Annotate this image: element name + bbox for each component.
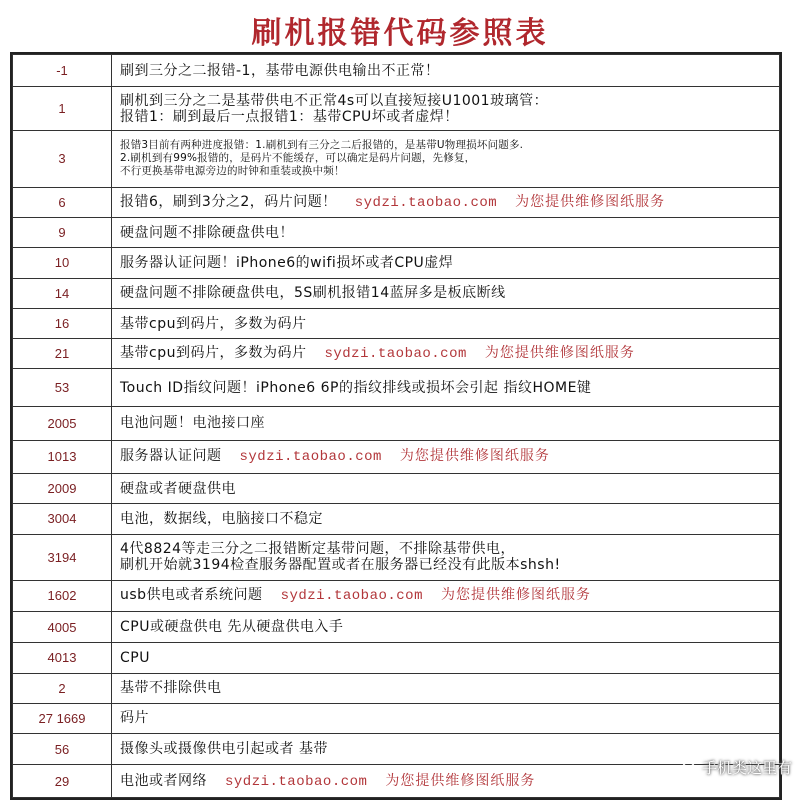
description-line [120, 345, 779, 362]
table-row [13, 187, 780, 217]
shop-url: sydzi.taobao.com [324, 346, 467, 363]
table-row [13, 131, 780, 187]
description-line [120, 194, 779, 211]
description-line [120, 557, 779, 573]
description-text: 服务器认证问题！iPhone6的wifi损坏或者CPU虚焊 [120, 254, 454, 271]
shop-url: sydzi.taobao.com [239, 449, 382, 466]
description-text: 基带cpu到码片，多数为码片 [120, 345, 307, 362]
error-code-cell: 21 [13, 339, 112, 369]
description-text: 2.刷机到有99%报错的，是码片不能缓存，可以确定是码片问题，先修复， [120, 152, 476, 165]
error-description-cell [112, 765, 780, 798]
table-row [13, 673, 780, 703]
description-text: usb供电或者系统问题 [120, 587, 263, 604]
table-row [13, 87, 780, 131]
error-description-cell [112, 611, 780, 642]
error-description-cell [112, 369, 780, 407]
error-description-cell [112, 278, 780, 308]
table-row [13, 534, 780, 580]
error-description-cell [112, 734, 780, 765]
error-code-cell: 4005 [13, 611, 112, 642]
error-code-table [10, 52, 782, 800]
service-slogan: 为您提供维修图纸服务 [440, 587, 591, 604]
table-row [13, 278, 780, 308]
table-row [13, 407, 780, 440]
description-text: 电池或者网络 [120, 772, 207, 789]
description-line [120, 380, 779, 396]
description-text: 4代8824等走三分之二报错断定基带问题，不排除基带供电， [120, 541, 516, 558]
table-row [13, 703, 780, 733]
description-text: 基带cpu到码片，多数为码片 [120, 315, 307, 332]
description-text: 电池，数据线，电脑接口不稳定 [120, 510, 323, 527]
description-text: 硬盘或者硬盘供电 [120, 480, 236, 497]
error-description-cell [112, 673, 780, 703]
table-row [13, 643, 780, 673]
error-description-cell [112, 217, 780, 247]
description-text: 刷机到三分之二是基带供电不正常4s可以直接短接U1001玻璃管： [120, 92, 549, 109]
description-line [120, 773, 779, 790]
watermark [682, 757, 792, 778]
error-description-cell [112, 248, 780, 278]
description-text: 摄像头或摄像供电引起或者 基带 [120, 741, 328, 758]
description-text: 不行更换基带电源旁边的时钟和重装或换中频！ [120, 165, 345, 178]
description-line [120, 63, 779, 79]
error-code-cell: 2009 [13, 473, 112, 503]
error-code-cell: 6 [13, 187, 112, 217]
description-line [120, 650, 779, 666]
description-line [120, 93, 779, 109]
description-text: 刷到三分之二报错-1，基带电源供电输出不正常！ [120, 62, 440, 79]
error-code-cell: 16 [13, 308, 112, 338]
error-description-cell [112, 308, 780, 338]
description-text: 报错6，刷到3分之2，码片问题！ [120, 193, 337, 210]
error-description-cell [112, 504, 780, 534]
page-title: 刷机报错代码参照表 [251, 16, 549, 51]
description-line [120, 285, 779, 301]
error-description-cell [112, 131, 780, 187]
wechat-icon [682, 760, 698, 776]
description-text: 电池问题！电池接口座 [120, 415, 265, 432]
description-text: 报错1：刷到最后一点报错1：基带CPU坏或者虚焊！ [120, 108, 459, 125]
description-line [120, 741, 779, 757]
error-description-cell [112, 580, 780, 611]
error-code-cell: 2 [13, 673, 112, 703]
description-text: 基带不排除供电 [120, 680, 222, 697]
description-line [120, 225, 779, 241]
description-line [120, 139, 779, 152]
table-row [13, 339, 780, 369]
table-row [13, 369, 780, 407]
description-text: CPU或硬盘供电 先从硬盘供电入手 [120, 619, 344, 636]
error-description-cell [112, 55, 780, 87]
error-description-cell [112, 187, 780, 217]
error-code-cell: 53 [13, 369, 112, 407]
table-row [13, 580, 780, 611]
service-slogan: 为您提供维修图纸服务 [515, 193, 666, 210]
table-row [13, 248, 780, 278]
error-code-grid [12, 54, 780, 798]
error-description-cell [112, 643, 780, 673]
description-text: 报错3目前有两种进度报错：1.刷机到有三分之二后报错的，是基带U物理损坏问题多. [120, 139, 524, 152]
error-code-cell: 1602 [13, 580, 112, 611]
description-line [120, 316, 779, 332]
watermark-text: 手机类这里有 [701, 759, 792, 777]
description-line [120, 541, 779, 557]
error-code-cell: 1 [13, 87, 112, 131]
error-description-cell [112, 87, 780, 131]
description-line [120, 710, 779, 726]
description-text: 刷机开始就3194检查服务器配置或者在服务器已经没有此版本shsh! [120, 557, 561, 574]
description-text: CPU [120, 649, 150, 666]
error-description-cell [112, 534, 780, 580]
error-description-cell [112, 339, 780, 369]
table-row [13, 440, 780, 473]
error-code-cell: 2005 [13, 407, 112, 440]
error-code-cell: 3194 [13, 534, 112, 580]
description-line [120, 448, 779, 465]
service-slogan: 为您提供维修图纸服务 [399, 448, 550, 465]
description-line [120, 415, 779, 431]
description-line [120, 109, 779, 125]
table-row [13, 217, 780, 247]
shop-url: sydzi.taobao.com [354, 194, 498, 211]
error-code-cell: 10 [13, 248, 112, 278]
service-slogan: 为您提供维修图纸服务 [484, 345, 635, 362]
description-line [120, 255, 779, 271]
table-row [13, 734, 780, 765]
table-row [13, 611, 780, 642]
error-code-cell: 3 [13, 131, 112, 187]
table-row [13, 473, 780, 503]
service-slogan: 为您提供维修图纸服务 [385, 772, 536, 789]
table-row [13, 504, 780, 534]
description-line [120, 165, 779, 178]
error-code-cell: 29 [13, 765, 112, 798]
table-row [13, 308, 780, 338]
description-text: 服务器认证问题 [120, 448, 222, 465]
description-line [120, 587, 779, 604]
description-line [120, 619, 779, 635]
error-code-cell: 56 [13, 734, 112, 765]
description-line [120, 680, 779, 696]
error-description-cell [112, 473, 780, 503]
error-code-cell: -1 [13, 55, 112, 87]
error-code-cell: 3004 [13, 504, 112, 534]
description-line [120, 152, 779, 165]
description-line [120, 481, 779, 497]
error-code-cell: 14 [13, 278, 112, 308]
description-line [120, 511, 779, 527]
shop-url: sydzi.taobao.com [225, 773, 368, 790]
description-text: Touch ID指纹问题！iPhone6 6P的指纹排线或损坏会引起 指纹HOME键 [120, 379, 592, 396]
error-code-cell: 27 1669 [13, 703, 112, 733]
table-row [13, 55, 780, 87]
description-text: 硬盘问题不排除硬盘供电，5S刷机报错14蓝屏多是板底断线 [120, 285, 506, 302]
error-code-cell: 4013 [13, 643, 112, 673]
shop-url: sydzi.taobao.com [280, 588, 423, 605]
table-row [13, 765, 780, 798]
error-description-cell [112, 440, 780, 473]
error-code-cell: 9 [13, 217, 112, 247]
description-text: 硬盘问题不排除硬盘供电！ [120, 224, 294, 241]
error-code-cell: 1013 [13, 440, 112, 473]
error-description-cell [112, 703, 780, 733]
description-text: 码片 [120, 710, 149, 727]
error-description-cell [112, 407, 780, 440]
